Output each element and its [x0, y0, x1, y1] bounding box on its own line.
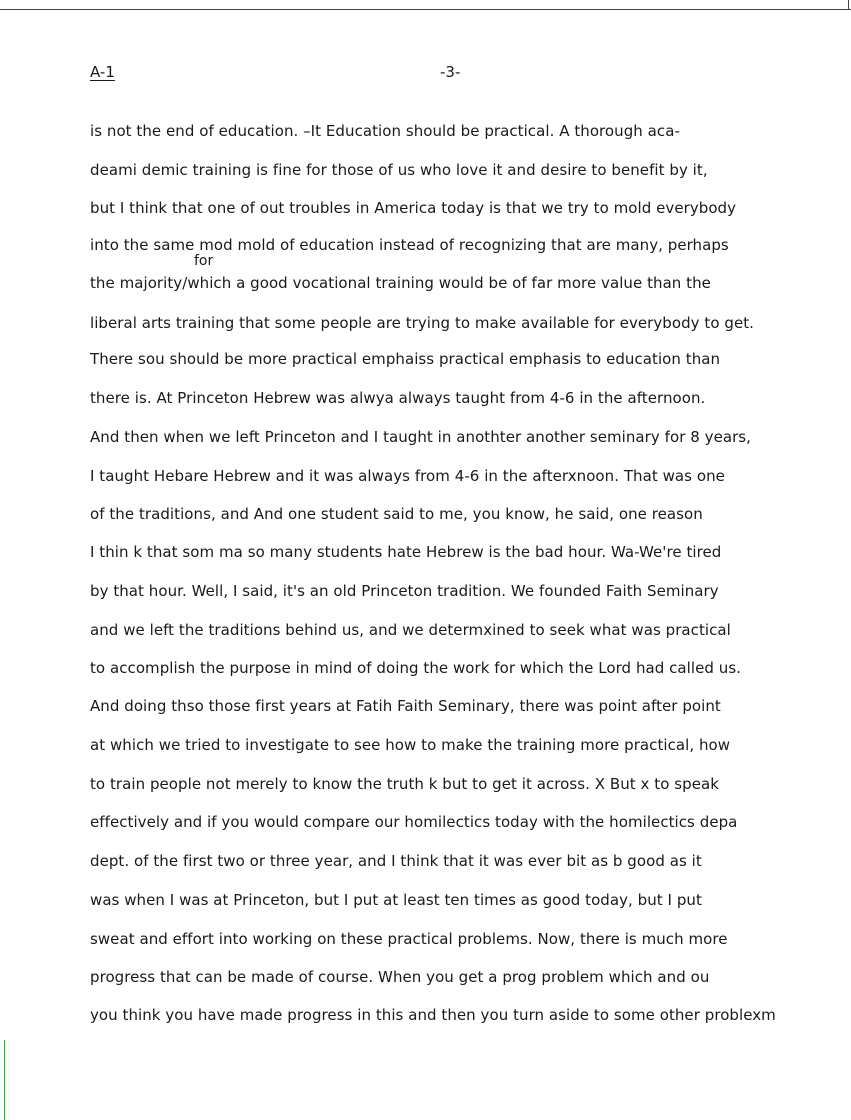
text-line: is not the end of education. –It Education should be practical. A thorough aca- — [90, 122, 680, 140]
text-line: And doing thso those first years at Fatih Faith Seminary, there was point after point — [90, 697, 721, 715]
text-line: to accomplish the purpose in mind of doing the work for which the Lord had called us. — [90, 659, 742, 677]
text-line: there is. At Princeton Hebrew was alwya always taught from 4-6 in the afternoon. — [90, 389, 706, 407]
text-line: and we left the traditions behind us, and we determxined to seek what was practical — [90, 621, 731, 639]
text-line: you think you have made progress in this and then you turn aside to some other problexm — [90, 1006, 776, 1024]
text-line: by that hour. Well, I said, it's an old Princeton tradition. We founded Faith Seminary — [90, 582, 719, 600]
text-line: the majority/which a good vocational training would be of far more value than the — [90, 274, 711, 292]
text-line: to train people not merely to know the truth k but to get it across. X But x to speak — [90, 775, 719, 793]
text-line: sweat and effort into working on these practical problems. Now, there is much more — [90, 930, 728, 948]
text-line: progress that can be made of course. When you get a prog problem which and ou — [90, 968, 710, 986]
text-line: deami demic training is fine for those of us who love it and desire to benefit by it, — [90, 161, 708, 179]
text-line: was when I was at Princeton, but I put at least ten times as good today, but I put — [90, 891, 702, 909]
text-line: but I think that one of out troubles in America today is that we try to mold everybody — [90, 199, 737, 217]
text-line: I thin k that som ma so many students hate Hebrew is the bad hour. Wa-We're tired — [90, 543, 722, 561]
section-label: A-1 — [90, 63, 115, 81]
text-line: There sou should be more practical emphaiss practical emphasis to education than — [90, 350, 721, 368]
page-edge-top — [0, 9, 851, 10]
handwritten-insertion: for — [194, 253, 214, 269]
text-line: of the traditions, and And one student said to me, you know, he said, one reason — [90, 505, 703, 523]
text-line: dept. of the first two or three year, and I think that it was ever bit as b good as it — [90, 852, 702, 870]
text-line: at which we tried to investigate to see how to make the training more practical, how — [90, 736, 731, 754]
text-line: I taught Hebare Hebrew and it was always from 4-6 in the afterxnoon. That was one — [90, 467, 725, 485]
page-edge-left — [4, 1040, 5, 1120]
page-number: -3- — [440, 63, 461, 81]
text-line: into the same mod mold of education instead of recognizing that are many, perhaps — [90, 236, 729, 254]
text-line: And then when we left Princeton and I taught in anothter another seminary for 8 years, — [90, 428, 751, 446]
text-line: liberal arts training that some people are trying to make available for everybody to get. — [90, 314, 755, 332]
text-line: effectively and if you would compare our homilectics today with the homilectics depa — [90, 813, 738, 831]
page-edge-right — [848, 0, 849, 10]
